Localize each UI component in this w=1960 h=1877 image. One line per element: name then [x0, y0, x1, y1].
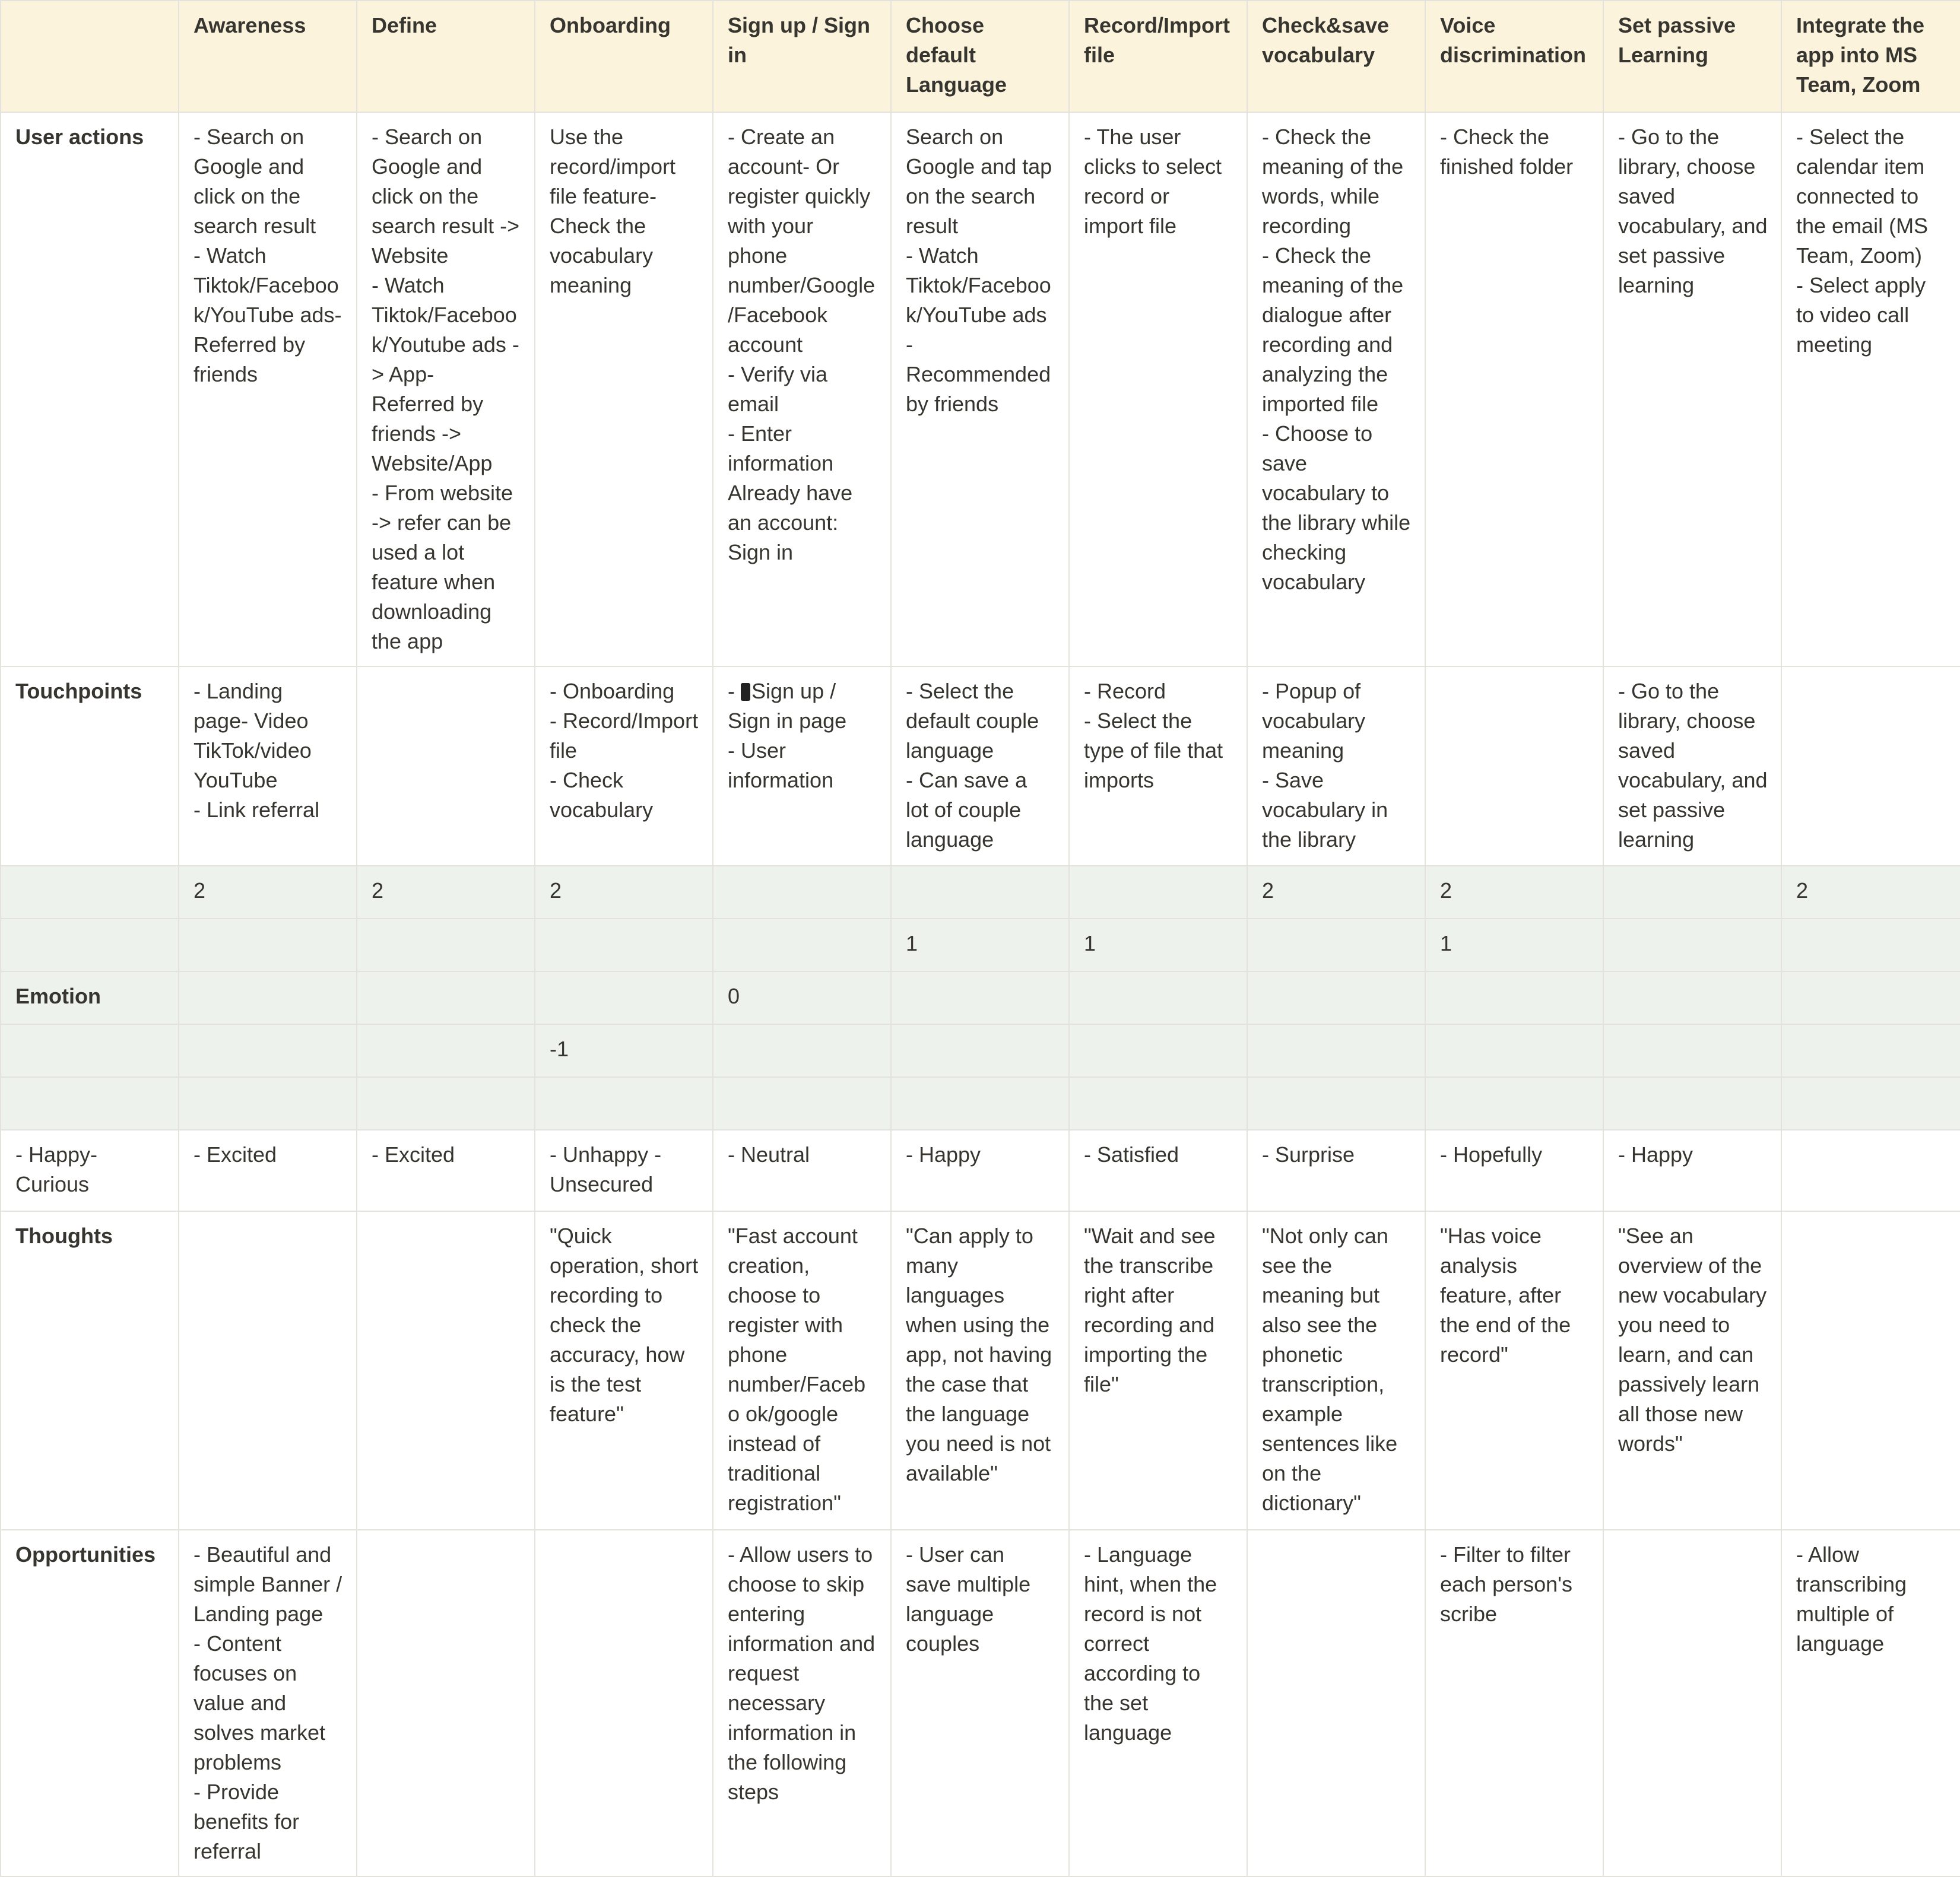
table-cell — [1247, 1530, 1425, 1876]
row-label: User actions — [1, 112, 179, 666]
emotion-score — [179, 919, 357, 971]
stage-header: Awareness — [179, 1, 357, 112]
emotion-row-minus-1 — [1, 1024, 1960, 1077]
table-cell: - Neutral — [713, 1130, 891, 1211]
table-cell: "See an overview of the new vocabulary you need to learn, and can passively learn all those new words" — [1603, 1211, 1781, 1530]
touchpoints-row — [1, 666, 1960, 866]
table-cell: - Happy — [1603, 1130, 1781, 1211]
emotion-score — [1247, 1077, 1425, 1130]
emotion-score — [713, 1024, 891, 1077]
table-cell: - User can save multiple language couples — [891, 1530, 1069, 1876]
table-cell: "Quick operation, short recording to check the accuracy, how is the test feature" — [535, 1211, 713, 1530]
emotion-row-2 — [1, 866, 1960, 919]
emotion-score — [179, 1077, 357, 1130]
table-cell: - Beautiful and simple Banner / Landing page - Content focuses on value and solves market problems - Provide benefits for referral — [179, 1530, 357, 1876]
emotion-score: 1 — [1425, 919, 1603, 971]
emotion-score — [1069, 1077, 1247, 1130]
emotion-score — [1069, 1024, 1247, 1077]
emotion-score — [1247, 1024, 1425, 1077]
emotion-score — [1781, 919, 1960, 971]
row-label: Thoughts — [1, 1211, 179, 1530]
emotion-score — [1603, 919, 1781, 971]
table-cell: - Create an account- Or register quickly with your phone number/Google /Facebook account - Verify via email - Enter information Already have an account: Sign in — [713, 112, 891, 666]
table-cell: - Record - Select the type of file that imports — [1069, 666, 1247, 866]
row-label — [1, 1024, 179, 1077]
emotion-score — [713, 1077, 891, 1130]
emotion-score: -1 — [535, 1024, 713, 1077]
emotion-score: 2 — [1781, 866, 1960, 919]
emotion-score — [891, 866, 1069, 919]
table-cell: - Select the default couple language - Can save a lot of couple language — [891, 666, 1069, 866]
emotion-score — [357, 919, 535, 971]
emotion-score: 2 — [1425, 866, 1603, 919]
emotion-score — [535, 919, 713, 971]
emotion-score — [1069, 866, 1247, 919]
table-cell: - Language hint, when the record is not correct according to the set language — [1069, 1530, 1247, 1876]
table-cell: - Unhappy - Unsecured — [535, 1130, 713, 1211]
table-cell — [357, 1530, 535, 1876]
row-label: - Happy- Curious — [1, 1130, 179, 1211]
opportunities-row — [1, 1530, 1960, 1876]
emotion-score — [891, 1077, 1069, 1130]
stage-header: Integrate the app into MS Team, Zoom — [1781, 1, 1960, 112]
emotion-score — [1247, 919, 1425, 971]
emotion-score — [1781, 1077, 1960, 1130]
stage-header: Voice discrimination — [1425, 1, 1603, 112]
emotion-score — [1781, 971, 1960, 1024]
emotion-score: 0 — [713, 971, 891, 1024]
table-cell: "Wait and see the transcribe right after recording and importing the file" — [1069, 1211, 1247, 1530]
emotion-score — [357, 971, 535, 1024]
emotion-score: 1 — [1069, 919, 1247, 971]
table-cell: "Fast account creation, choose to register with phone number/Facebo ok/google instead of traditional registration" — [713, 1211, 891, 1530]
stage-header: Define — [357, 1, 535, 112]
row-label: Opportunities — [1, 1530, 179, 1876]
table-cell: - Landing page- Video TikTok/video YouTube - Link referral — [179, 666, 357, 866]
table-cell: - Allow transcribing multiple of language — [1781, 1530, 1960, 1876]
emotion-score — [713, 866, 891, 919]
emotion-row-minus-2 — [1, 1077, 1960, 1130]
table-cell — [357, 666, 535, 866]
table-cell: - Allow users to choose to skip entering information and request necessary information in the following steps — [713, 1530, 891, 1876]
emotion-score — [1603, 1077, 1781, 1130]
emotion-score: 2 — [1247, 866, 1425, 919]
table-cell: "Can apply to many languages when using the app, not having the case that the language you need is not available" — [891, 1211, 1069, 1530]
stage-header: Choose default Language — [891, 1, 1069, 112]
table-cell — [179, 1211, 357, 1530]
table-cell — [1781, 1130, 1960, 1211]
table-cell: - Go to the library, choose saved vocabulary, and set passive learning — [1603, 112, 1781, 666]
feelings-row — [1, 1130, 1960, 1211]
emotion-score: 1 — [891, 919, 1069, 971]
stage-header-row — [1, 1, 1960, 112]
corner-cell — [1, 1, 179, 112]
emotion-score — [357, 1024, 535, 1077]
stage-header: Sign up / Sign in — [713, 1, 891, 112]
emotion-score — [1603, 971, 1781, 1024]
emotion-score — [1425, 1077, 1603, 1130]
thoughts-row — [1, 1211, 1960, 1530]
stage-header: Onboarding — [535, 1, 713, 112]
emotion-score — [179, 971, 357, 1024]
table-cell: - Filter to filter each person's scribe — [1425, 1530, 1603, 1876]
table-cell: - Excited — [357, 1130, 535, 1211]
table-cell — [1425, 666, 1603, 866]
table-cell: - Satisfied — [1069, 1130, 1247, 1211]
table-cell: - Search on Google and click on the search result -> Website - Watch Tiktok/Faceboo k/Youtube ads -> App- Referred by friends -> Website/App - From website -> refer can be used a lot feature when downloading the app — [357, 112, 535, 666]
emotion-score — [891, 1024, 1069, 1077]
emotion-score — [891, 971, 1069, 1024]
row-label: Emotion — [1, 971, 179, 1024]
table-cell: - Surprise — [1247, 1130, 1425, 1211]
emotion-score — [1247, 971, 1425, 1024]
table-cell: "Has voice analysis feature, after the end of the record" — [1425, 1211, 1603, 1530]
table-cell: - Happy — [891, 1130, 1069, 1211]
table-cell — [1781, 666, 1960, 866]
table-cell — [713, 666, 891, 866]
stage-header: Set passive Learning — [1603, 1, 1781, 112]
emotion-score — [1425, 1024, 1603, 1077]
table-cell — [1781, 1211, 1960, 1530]
emotion-score — [1603, 1024, 1781, 1077]
table-cell: - Popup of vocabulary meaning - Save vocabulary in the library — [1247, 666, 1425, 866]
text-cursor-icon: - — [728, 679, 751, 703]
emotion-score — [179, 1024, 357, 1077]
table-cell — [357, 1211, 535, 1530]
row-label: Touchpoints — [1, 666, 179, 866]
emotion-row-1 — [1, 919, 1960, 971]
emotion-score: 2 — [179, 866, 357, 919]
table-cell: - Hopefully — [1425, 1130, 1603, 1211]
table-cell: - The user clicks to select record or import file — [1069, 112, 1247, 666]
table-cell: - Check the meaning of the words, while recording - Check the meaning of the dialogue after recording and analyzing the imported file - Choose to save vocabulary to the library while checking vocabulary — [1247, 112, 1425, 666]
emotion-score: 2 — [535, 866, 713, 919]
row-label — [1, 866, 179, 919]
emotion-score: 2 — [357, 866, 535, 919]
table-cell: - Onboarding - Record/Import file - Check vocabulary — [535, 666, 713, 866]
table-cell: Use the record/import file feature- Check the vocabulary meaning — [535, 112, 713, 666]
table-cell: - Excited — [179, 1130, 357, 1211]
table-cell — [535, 1530, 713, 1876]
emotion-score — [713, 919, 891, 971]
stage-header: Check&save vocabulary — [1247, 1, 1425, 112]
cell-text: Sign up / Sign in page - User information — [728, 679, 847, 792]
table-cell: Search on Google and tap on the search result - Watch Tiktok/Faceboo k/YouTube ads - Recommended by friends — [891, 112, 1069, 666]
emotion-score — [535, 1077, 713, 1130]
emotion-score — [535, 971, 713, 1024]
table-cell: - Search on Google and click on the search result - Watch Tiktok/Faceboo k/YouTube ads- Referred by friends — [179, 112, 357, 666]
row-label — [1, 1077, 179, 1130]
row-label — [1, 919, 179, 971]
table-cell: "Not only can see the meaning but also see the phonetic transcription, example sentences like on the dictionary" — [1247, 1211, 1425, 1530]
emotion-row-0 — [1, 971, 1960, 1024]
stage-header: Record/Import file — [1069, 1, 1247, 112]
emotion-score — [1069, 971, 1247, 1024]
table-cell — [1603, 1530, 1781, 1876]
emotion-score — [1781, 1024, 1960, 1077]
emotion-score — [1425, 971, 1603, 1024]
emotion-score — [357, 1077, 535, 1130]
table-cell: - Go to the library, choose saved vocabulary, and set passive learning — [1603, 666, 1781, 866]
emotion-score — [1603, 866, 1781, 919]
table-cell: - Check the finished folder — [1425, 112, 1603, 666]
table-cell: - Select the calendar item connected to the email (MS Team, Zoom) - Select apply to video call meeting — [1781, 112, 1960, 666]
user-actions-row — [1, 112, 1960, 666]
